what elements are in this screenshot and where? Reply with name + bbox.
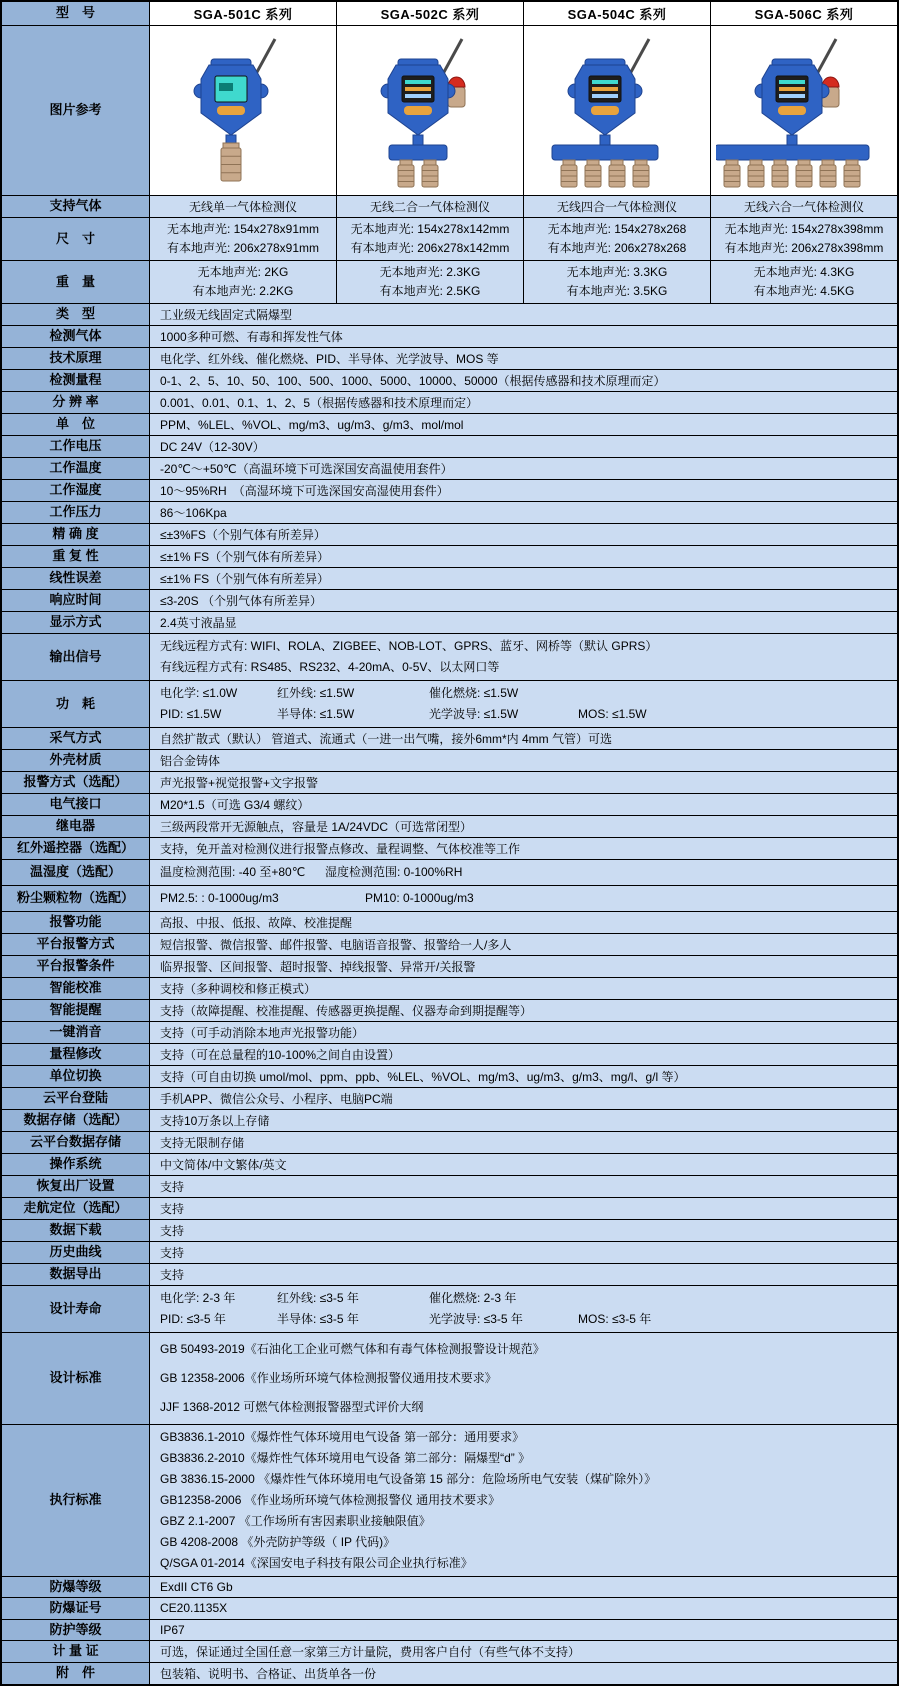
value-text: 10～95%RH （高湿环境下可选深国安高湿使用套件） <box>160 484 449 498</box>
spec-row-linearity <box>2 568 897 590</box>
row-label-data-download: 数据下载 <box>2 1220 150 1241</box>
value-line: 有本地声光: 206x278x91mm <box>166 241 320 255</box>
row-label-dust-particle: 粉尘颗粒物（选配） <box>2 886 150 911</box>
value-cell <box>150 1264 897 1285</box>
value-cell <box>150 590 897 611</box>
value-cell <box>150 1066 897 1087</box>
row-label-linearity: 线性误差 <box>2 568 150 589</box>
value-cell <box>150 1022 897 1043</box>
value-cell <box>150 480 897 501</box>
value-segment: MOS: ≤1.5W <box>578 707 647 721</box>
value-text: 支持10万条以上存储 <box>160 1114 270 1128</box>
value-cell <box>150 794 897 815</box>
row-label-history-curve: 历史曲线 <box>2 1242 150 1263</box>
spec-row-display <box>2 612 897 634</box>
value-cell <box>150 978 897 999</box>
value-line <box>160 862 887 883</box>
row-label-platform-alarm-mode: 平台报警方式 <box>2 934 150 955</box>
spec-row-cloud-login <box>2 1088 897 1110</box>
row-label-accuracy: 精 确 度 <box>2 524 150 545</box>
spec-row-weight <box>2 261 897 304</box>
value-segment: 催化燃烧: ≤1.5W <box>429 686 519 700</box>
spec-row-range-modify <box>2 1044 897 1066</box>
value-cell <box>150 956 897 977</box>
value-text: -20℃～+50℃（高温环境下可选深国安高温使用套件） <box>160 462 453 476</box>
row-label-detect-gas: 检测气体 <box>2 326 150 347</box>
value-segment: 温度检测范围: -40 至+80℃ <box>160 865 306 879</box>
product-image-sga-501c <box>155 33 331 189</box>
spec-row-dust-particle <box>2 886 897 912</box>
value-line: GBZ 2.1-2007 《工作场所有害因素职业接触限值》 <box>160 1514 431 1528</box>
value-cell <box>150 934 897 955</box>
row-label-smart-reminder: 智能提醒 <box>2 1000 150 1021</box>
value-cell <box>150 1663 897 1684</box>
value-cell <box>150 750 897 771</box>
spec-row-smart-reminder <box>2 1000 897 1022</box>
row-label-data-export: 数据导出 <box>2 1264 150 1285</box>
value-cell <box>150 1242 897 1263</box>
spec-row-tech-principle <box>2 348 897 370</box>
value-cell <box>150 414 897 435</box>
value-text: 中文简体/中文繁体/英文 <box>160 1158 287 1172</box>
value-segment: 红外线: ≤3-5 年 <box>277 1291 359 1305</box>
value-cell <box>150 1220 897 1241</box>
spec-row-platform-alarm-cond <box>2 956 897 978</box>
value-cell <box>150 681 897 727</box>
row-label-accessories: 附 件 <box>2 1663 150 1684</box>
value-cell <box>150 348 897 369</box>
spec-row-unit <box>2 414 897 436</box>
value-line: GB3836.2-2010《爆炸性气体环境用电气设备 第二部分：隔爆型“d” 》 <box>160 1451 531 1465</box>
spec-row-unit-switch <box>2 1066 897 1088</box>
value-line: 无本地声光: 3.3KG <box>566 265 668 279</box>
row-label-sampling: 采气方式 <box>2 728 150 749</box>
spec-row-ir-remote <box>2 838 897 860</box>
spec-row-accuracy <box>2 524 897 546</box>
row-label-model: 型 号 <box>2 2 150 25</box>
value-cell <box>150 912 897 933</box>
spec-row-exec-standard <box>2 1425 897 1577</box>
spec-row-detect-gas <box>2 326 897 348</box>
spec-row-dimensions <box>2 218 897 261</box>
value-cell <box>150 304 897 325</box>
row-label-data-storage: 数据存储（选配） <box>2 1110 150 1131</box>
row-label-work-temp: 工作温度 <box>2 458 150 479</box>
value-line <box>160 1288 887 1309</box>
value-line: 无本地声光: 154x278x398mm <box>724 222 884 236</box>
spec-row-data-download <box>2 1220 897 1242</box>
value-cell <box>150 1620 897 1640</box>
row-label-factory-reset: 恢复出厂设置 <box>2 1176 150 1197</box>
value-cell: 无线六合一气体检测仪 <box>743 200 864 214</box>
spec-row-work-humidity <box>2 480 897 502</box>
spec-row-model <box>2 2 897 26</box>
value-cell <box>150 261 337 303</box>
value-cell <box>150 634 897 680</box>
row-label-alarm-function: 报警功能 <box>2 912 150 933</box>
value-cell <box>150 1198 897 1219</box>
row-label-work-pressure: 工作压力 <box>2 502 150 523</box>
value-line: 无线远程方式有: WIFI、ROLA、ZIGBEE、NOB-LOT、GPRS、蓝牙、网桥等（默认 GPRS） <box>160 639 658 653</box>
value-text: 包装箱、说明书、合格证、出货单各一份 <box>160 1666 377 1681</box>
row-label-response-time: 响应时间 <box>2 590 150 611</box>
spec-row-design-life <box>2 1286 897 1333</box>
row-label-platform-alarm-cond: 平台报警条件 <box>2 956 150 977</box>
value-text: 自然扩散式（默认） 管道式、流通式（一进一出气嘴，接外6mm*内 4mm 气管）可选 <box>160 732 613 746</box>
value-cell <box>150 370 897 391</box>
value-cell: 无线单一气体检测仪 <box>150 196 337 217</box>
value-text: 短信报警、微信报警、邮件报警、电脑语音报警、报警给一人/多人 <box>160 938 512 952</box>
row-label-supported-gas: 支持气体 <box>2 196 150 217</box>
spec-row-explosion-proof-cert <box>2 1598 897 1619</box>
value-cell <box>150 860 897 885</box>
spec-row-repeatability <box>2 546 897 568</box>
value-cell <box>150 326 897 347</box>
value-text: 支持无限制存储 <box>160 1136 245 1150</box>
value-cell <box>150 772 897 793</box>
value-line <box>160 888 887 909</box>
row-label-protection-grade: 防护等级 <box>2 1620 150 1640</box>
value-segment: PM2.5: : 0-1000ug/m3 <box>160 891 279 905</box>
value-cell <box>150 436 897 457</box>
value-cell <box>337 218 524 260</box>
value-segment: 半导体: ≤3-5 年 <box>277 1312 359 1326</box>
row-label-cloud-login: 云平台登陆 <box>2 1088 150 1109</box>
spec-row-protection-grade <box>2 1620 897 1641</box>
row-label-output-signal: 输出信号 <box>2 634 150 680</box>
value-segment: 催化燃烧: 2-3 年 <box>429 1291 517 1305</box>
value-line: GB12358-2006 《作业场所环境气体检测报警仪 通用技术要求》 <box>160 1493 501 1507</box>
row-label-type: 类 型 <box>2 304 150 325</box>
product-image-cell-sga-502c <box>337 26 524 195</box>
value-segment: 光学波导: ≤3-5 年 <box>429 1312 523 1326</box>
row-label-unit-switch: 单位切换 <box>2 1066 150 1087</box>
value-text: 可选，保证通过全国任意一家第三方计量院，费用客户自付（有些气体不支持） <box>160 1644 581 1659</box>
value-line: GB 50493-2019《石油化工企业可燃气体和有毒气体检测报警设计规范》 <box>160 1342 545 1356</box>
value-text: 电化学、红外线、催化燃烧、PID、半导体、光学波导、MOS 等 <box>160 352 499 366</box>
value-line: GB 4208-2008 《外壳防护等级（ IP 代码)》 <box>160 1535 396 1549</box>
value-line <box>160 1309 887 1330</box>
product-image-cell-sga-504c <box>524 26 711 195</box>
row-label-voltage: 工作电压 <box>2 436 150 457</box>
value-cell <box>150 568 897 589</box>
row-label-design-life: 设计寿命 <box>2 1286 150 1332</box>
value-line: 有线远程方式有: RS485、RS232、4-20mA、0-5V、以太网口等 <box>160 660 500 674</box>
spec-row-platform-alarm-mode <box>2 934 897 956</box>
product-image-sga-502c <box>342 33 518 189</box>
value-text: CE20.1135X <box>160 1601 228 1616</box>
spec-row-relay <box>2 816 897 838</box>
value-text: 声光报警+视觉报警+文字报警 <box>160 776 319 790</box>
value-cell <box>150 1286 897 1332</box>
row-label-explosion-proof-cert: 防爆证号 <box>2 1598 150 1618</box>
value-line: 无本地声光: 154x278x142mm <box>350 222 510 236</box>
value-text: 支持 <box>160 1268 185 1282</box>
value-text: 支持 <box>160 1180 185 1194</box>
value-text: 支持（可手动消除本地声光报警功能） <box>160 1026 365 1040</box>
value-cell <box>150 1333 897 1424</box>
spec-row-shell-material <box>2 750 897 772</box>
column-header-sga-506c: SGA-506C 系列 <box>711 2 897 25</box>
value-cell <box>150 612 897 633</box>
value-text: 高报、中报、低报、故障、校准提醒 <box>160 916 353 930</box>
value-cell <box>150 1000 897 1021</box>
value-line: 有本地声光: 206x278x142mm <box>350 241 510 255</box>
spec-row-os <box>2 1154 897 1176</box>
value-text: 2.4英寸液晶显 <box>160 616 237 630</box>
row-label-image-ref: 图片参考 <box>2 26 150 195</box>
value-text: 0.001、0.01、0.1、1、2、5（根据传感器和技术原理而定） <box>160 396 479 410</box>
spec-row-alarm-mode <box>2 772 897 794</box>
value-text: 支持（故障提醒、校准提醒、传感器更换提醒、仪器寿命到期提醒等） <box>160 1004 533 1018</box>
row-label-repeatability: 重 复 性 <box>2 546 150 567</box>
product-image-sga-506c <box>716 33 892 189</box>
value-segment: PM10: 0-1000ug/m3 <box>365 891 474 905</box>
row-label-work-humidity: 工作湿度 <box>2 480 150 501</box>
column-header-sga-502c: SGA-502C 系列 <box>337 2 524 25</box>
value-cell <box>150 886 897 911</box>
value-cell <box>150 728 897 749</box>
value-line <box>160 704 887 725</box>
value-cell <box>150 1088 897 1109</box>
spec-row-design-standard <box>2 1333 897 1425</box>
row-label-weight: 重 量 <box>2 261 150 303</box>
value-text: ≤±3%FS（个别气体有所差异） <box>160 528 326 542</box>
spec-row-nav-location <box>2 1198 897 1220</box>
value-line: 有本地声光: 206x278x398mm <box>724 241 884 255</box>
value-text: 工业级无线固定式隔爆型 <box>160 308 293 322</box>
value-line: 有本地声光: 2.2KG <box>192 284 294 298</box>
spec-row-factory-reset <box>2 1176 897 1198</box>
spec-row-work-pressure <box>2 502 897 524</box>
value-cell <box>150 546 897 567</box>
value-text: 支持（多种调校和修正模式） <box>160 982 317 996</box>
row-label-explosion-proof-grade: 防爆等级 <box>2 1577 150 1597</box>
row-label-alarm-mode: 报警方式（选配） <box>2 772 150 793</box>
spec-row-smart-calibration <box>2 978 897 1000</box>
spec-row-image-ref <box>2 26 897 196</box>
row-label-os: 操作系统 <box>2 1154 150 1175</box>
value-cell <box>150 1154 897 1175</box>
value-line: GB3836.1-2010《爆炸性气体环境用电气设备 第一部分：通用要求》 <box>160 1430 525 1444</box>
row-label-cloud-storage: 云平台数据存储 <box>2 1132 150 1153</box>
value-text: DC 24V（12-30V） <box>160 440 265 454</box>
value-text: M20*1.5（可选 G3/4 螺纹） <box>160 798 310 812</box>
value-text: 1000多种可燃、有毒和挥发性气体 <box>160 330 343 344</box>
value-cell: 无线二合一气体检测仪 <box>337 196 524 217</box>
value-line: Q/SGA 01-2014《深国安电子科技有限公司企业执行标准》 <box>160 1556 473 1570</box>
spec-row-electric-interface <box>2 794 897 816</box>
value-text: 支持 <box>160 1246 185 1260</box>
value-text: 三级两段常开无源触点，容量是 1A/24VDC（可选常闭型） <box>160 820 473 834</box>
row-label-shell-material: 外壳材质 <box>2 750 150 771</box>
spec-row-data-export <box>2 1264 897 1286</box>
spec-row-accessories <box>2 1663 897 1684</box>
product-image-cell-sga-501c <box>150 26 337 195</box>
spec-row-detect-range <box>2 370 897 392</box>
row-label-metering-cert: 计 量 证 <box>2 1641 150 1662</box>
value-segment: 湿度检测范围: 0-100%RH <box>325 865 463 879</box>
value-line: 有本地声光: 4.5KG <box>753 284 855 298</box>
row-label-one-key-mute: 一键消音 <box>2 1022 150 1043</box>
value-text: 支持 <box>160 1202 185 1216</box>
value-cell <box>150 838 897 859</box>
row-label-temp-humidity: 温湿度（选配） <box>2 860 150 885</box>
value-line: 无本地声光: 2KG <box>197 265 289 279</box>
value-cell <box>150 458 897 479</box>
spec-row-data-storage <box>2 1110 897 1132</box>
value-cell <box>150 392 897 413</box>
spec-row-output-signal <box>2 634 897 681</box>
value-segment: PID: ≤3-5 年 <box>160 1312 226 1326</box>
value-cell <box>524 261 711 303</box>
row-label-ir-remote: 红外遥控器（选配） <box>2 838 150 859</box>
row-label-relay: 继电器 <box>2 816 150 837</box>
row-label-tech-principle: 技术原理 <box>2 348 150 369</box>
column-header-sga-504c: SGA-504C 系列 <box>524 2 711 25</box>
row-label-smart-calibration: 智能校准 <box>2 978 150 999</box>
row-label-electric-interface: 电气接口 <box>2 794 150 815</box>
spec-row-power-consumption <box>2 681 897 728</box>
spec-row-supported-gas <box>2 196 897 218</box>
spec-row-alarm-function <box>2 912 897 934</box>
value-text: PPM、%LEL、%VOL、mg/m3、ug/m3、g/m3、mol/mol <box>160 418 464 432</box>
value-line: 有本地声光: 3.5KG <box>566 284 668 298</box>
spec-row-response-time <box>2 590 897 612</box>
value-line <box>160 683 887 704</box>
value-text: 86～106Kpa <box>160 506 227 520</box>
value-line: 无本地声光: 4.3KG <box>753 265 855 279</box>
value-segment: 电化学: 2-3 年 <box>160 1291 236 1305</box>
value-text: 支持（可自由切换 umol/mol、ppm、ppb、%LEL、%VOL、mg/m3、ug/m3、g/m3、mg/l、g/l 等） <box>160 1070 686 1084</box>
value-text: 支持 <box>160 1224 185 1238</box>
value-text: 支持，免开盖对检测仪进行报警点修改、量程调整、气体校准等工作 <box>160 842 521 856</box>
value-line: 有本地声光: 2.5KG <box>379 284 481 298</box>
spec-row-temp-humidity <box>2 860 897 886</box>
row-label-power-consumption: 功 耗 <box>2 681 150 727</box>
row-label-display: 显示方式 <box>2 612 150 633</box>
value-cell <box>150 1425 897 1576</box>
value-segment: 红外线: ≤1.5W <box>277 686 355 700</box>
value-cell <box>150 502 897 523</box>
row-label-exec-standard: 执行标准 <box>2 1425 150 1576</box>
value-cell <box>150 816 897 837</box>
value-line: 无本地声光: 154x278x268 <box>547 222 687 236</box>
value-text: ≤±1% FS（个别气体有所差异） <box>160 572 330 586</box>
value-segment: 电化学: ≤1.0W <box>160 686 238 700</box>
value-line: 有本地声光: 206x278x268 <box>547 241 687 255</box>
value-cell <box>150 1598 897 1618</box>
row-label-dimensions: 尺 寸 <box>2 218 150 260</box>
spec-row-one-key-mute <box>2 1022 897 1044</box>
row-label-range-modify: 量程修改 <box>2 1044 150 1065</box>
value-line: GB 12358-2006《作业场所环境气体检测报警仪通用技术要求》 <box>160 1371 497 1385</box>
row-label-unit: 单 位 <box>2 414 150 435</box>
value-text: ≤3-20S （个别气体有所差异） <box>160 594 322 608</box>
product-image-cell-sga-506c <box>711 26 897 195</box>
row-label-nav-location: 走航定位（选配） <box>2 1198 150 1219</box>
value-cell <box>150 524 897 545</box>
value-cell <box>150 1132 897 1153</box>
spec-row-sampling <box>2 728 897 750</box>
value-segment: PID: ≤1.5W <box>160 707 222 721</box>
value-cell <box>150 1641 897 1662</box>
value-text: 支持（可在总量程的10-100%之间自由设置） <box>160 1048 401 1062</box>
value-line: JJF 1368-2012 可燃气体检测报警器型式评价大纲 <box>160 1400 424 1414</box>
value-text: 临界报警、区间报警、超时报警、掉线报警、异常开/关报警 <box>160 960 476 974</box>
spec-row-resolution <box>2 392 897 414</box>
spec-row-metering-cert <box>2 1641 897 1663</box>
value-cell <box>711 261 897 303</box>
value-segment: MOS: ≤3-5 年 <box>578 1312 652 1326</box>
column-header-sga-501c: SGA-501C 系列 <box>150 2 337 25</box>
value-cell <box>150 1176 897 1197</box>
value-cell: 无线四合一气体检测仪 <box>524 196 711 217</box>
value-text: ExdII CT6 Gb <box>160 1580 233 1595</box>
value-cell <box>150 1044 897 1065</box>
spec-row-work-temp <box>2 458 897 480</box>
value-line: 无本地声光: 154x278x91mm <box>166 222 320 236</box>
value-text: IP67 <box>160 1622 185 1637</box>
spec-row-cloud-storage <box>2 1132 897 1154</box>
value-segment: 光学波导: ≤1.5W <box>429 707 519 721</box>
value-text: ≤±1% FS（个别气体有所差异） <box>160 550 330 564</box>
spec-row-voltage <box>2 436 897 458</box>
value-cell <box>524 218 711 260</box>
spec-row-history-curve <box>2 1242 897 1264</box>
value-line: 无本地声光: 2.3KG <box>379 265 481 279</box>
value-cell <box>150 1110 897 1131</box>
value-text: 手机APP、微信公众号、小程序、电脑PC端 <box>160 1092 393 1106</box>
value-line: GB 3836.15-2000 《爆炸性气体环境用电气设备第 15 部分：危险场所电气安装（煤矿除外）》 <box>160 1472 657 1486</box>
value-cell <box>150 1577 897 1597</box>
value-text: 0-1、2、5、10、50、100、500、1000、5000、10000、50000（根据传感器和技术原理而定） <box>160 374 666 388</box>
value-text: 铝合金铸体 <box>160 754 221 768</box>
product-image-sga-504c <box>529 33 705 189</box>
spec-row-type <box>2 304 897 326</box>
spec-row-explosion-proof-grade <box>2 1577 897 1598</box>
value-cell <box>337 261 524 303</box>
value-segment: 半导体: ≤1.5W <box>277 707 355 721</box>
row-label-resolution: 分 辨 率 <box>2 392 150 413</box>
value-cell <box>150 218 337 260</box>
value-cell <box>711 218 897 260</box>
row-label-detect-range: 检测量程 <box>2 370 150 391</box>
row-label-design-standard: 设计标准 <box>2 1333 150 1424</box>
